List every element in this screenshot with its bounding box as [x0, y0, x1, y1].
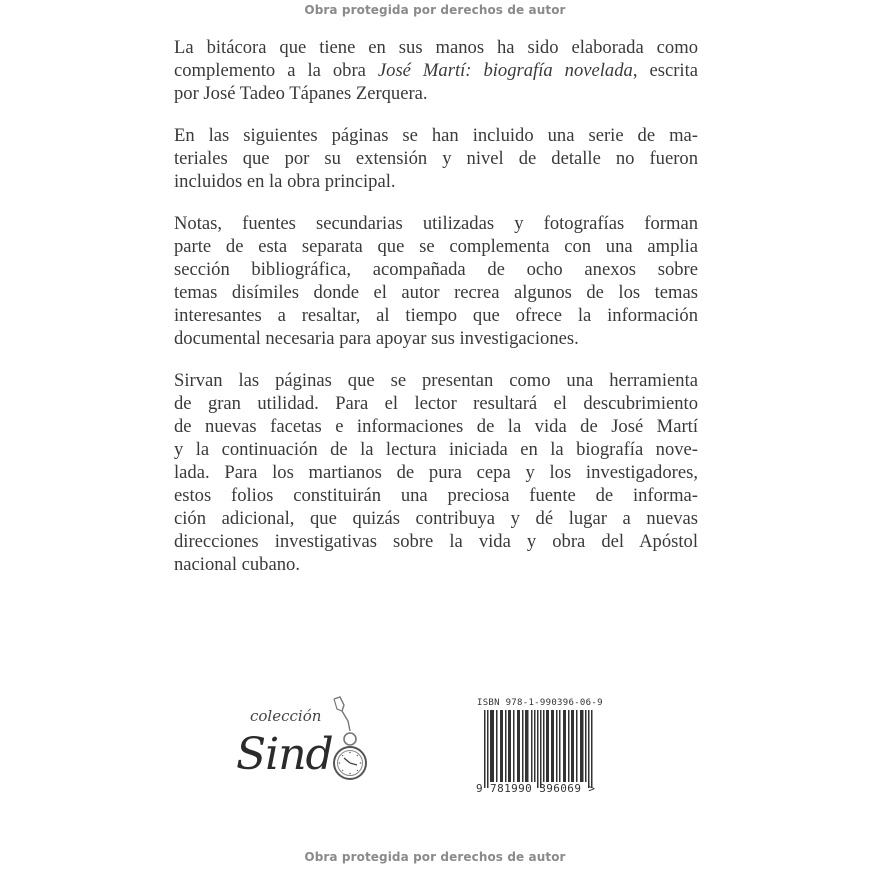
paragraph-3	[174, 212, 698, 350]
logo-coleccion-text: colección	[250, 707, 322, 725]
text-line: incluidos en la obra principal.	[174, 171, 396, 192]
coleccion-sindo-logo	[232, 695, 382, 800]
text-line: sección bibliográfica, acompañada de ocho anexos sobre	[174, 259, 698, 280]
paragraph-2	[174, 124, 698, 193]
book-title: José Martí: biografía novelada	[377, 60, 633, 81]
text-span: complemento a la obra	[174, 60, 378, 81]
text-line: teriales que por su extensión y nivel de detalle no fueron	[174, 148, 698, 169]
paragraph-1	[174, 36, 698, 105]
pocket-watch-icon	[328, 695, 373, 785]
text-line: ción adicional, que quizás contribuya y dé lugar a nuevas	[174, 508, 698, 529]
isbn-barcode	[474, 698, 624, 798]
barcode-digits: 9 781990 396069 >	[476, 782, 596, 795]
copyright-watermark-top: Obra protegida por derechos de autor	[304, 3, 566, 17]
copyright-watermark-bottom: Obra protegida por derechos de autor	[304, 850, 566, 864]
text-line: interesantes a resaltar, al tiempo que ofrece la información	[174, 305, 698, 326]
isbn-label: ISBN 978-1-990396-06-9	[477, 698, 603, 708]
text-line: y la continuación de la lectura iniciada en la biografía nove-	[174, 439, 698, 460]
text-line: por José Tadeo Tápanes Zerquera.	[174, 83, 428, 104]
text-line: estos folios constituirán una preciosa fuente de informa-	[174, 485, 698, 506]
text-line: nacional cubano.	[174, 554, 300, 575]
text-line: de gran utilidad. Para el lector resultará el descubrimiento	[174, 393, 698, 414]
text-line: Sirvan las páginas que se presentan como una herramienta	[174, 370, 698, 391]
paragraph-4	[174, 369, 698, 576]
text-line: parte de esta separata que se complementa con una amplia	[174, 236, 698, 257]
text-line: de nuevas facetas e informaciones de la vida de José Martí	[174, 416, 698, 437]
text-line: documental necesaria para apoyar sus investigaciones.	[174, 328, 579, 349]
barcode-bars-icon	[474, 710, 614, 790]
text-line	[174, 59, 698, 82]
text-line: La bitácora que tiene en sus manos ha sido elaborada como	[174, 37, 698, 58]
logo-sindo-text: Sind	[236, 729, 333, 780]
text-line: lada. Para los martianos de pura cepa y los investigadores,	[174, 462, 698, 483]
back-cover-text	[174, 36, 698, 595]
text-span: , escrita	[632, 60, 698, 81]
text-line: temas disímiles donde el autor recrea algunos de los temas	[174, 282, 698, 303]
text-line: direcciones investigativas sobre la vida y obra del Apóstol	[174, 531, 698, 552]
text-line: Notas, fuentes secundarias utilizadas y fotografías forman	[174, 213, 698, 234]
text-line: En las siguientes páginas se han incluido una serie de ma-	[174, 125, 698, 146]
